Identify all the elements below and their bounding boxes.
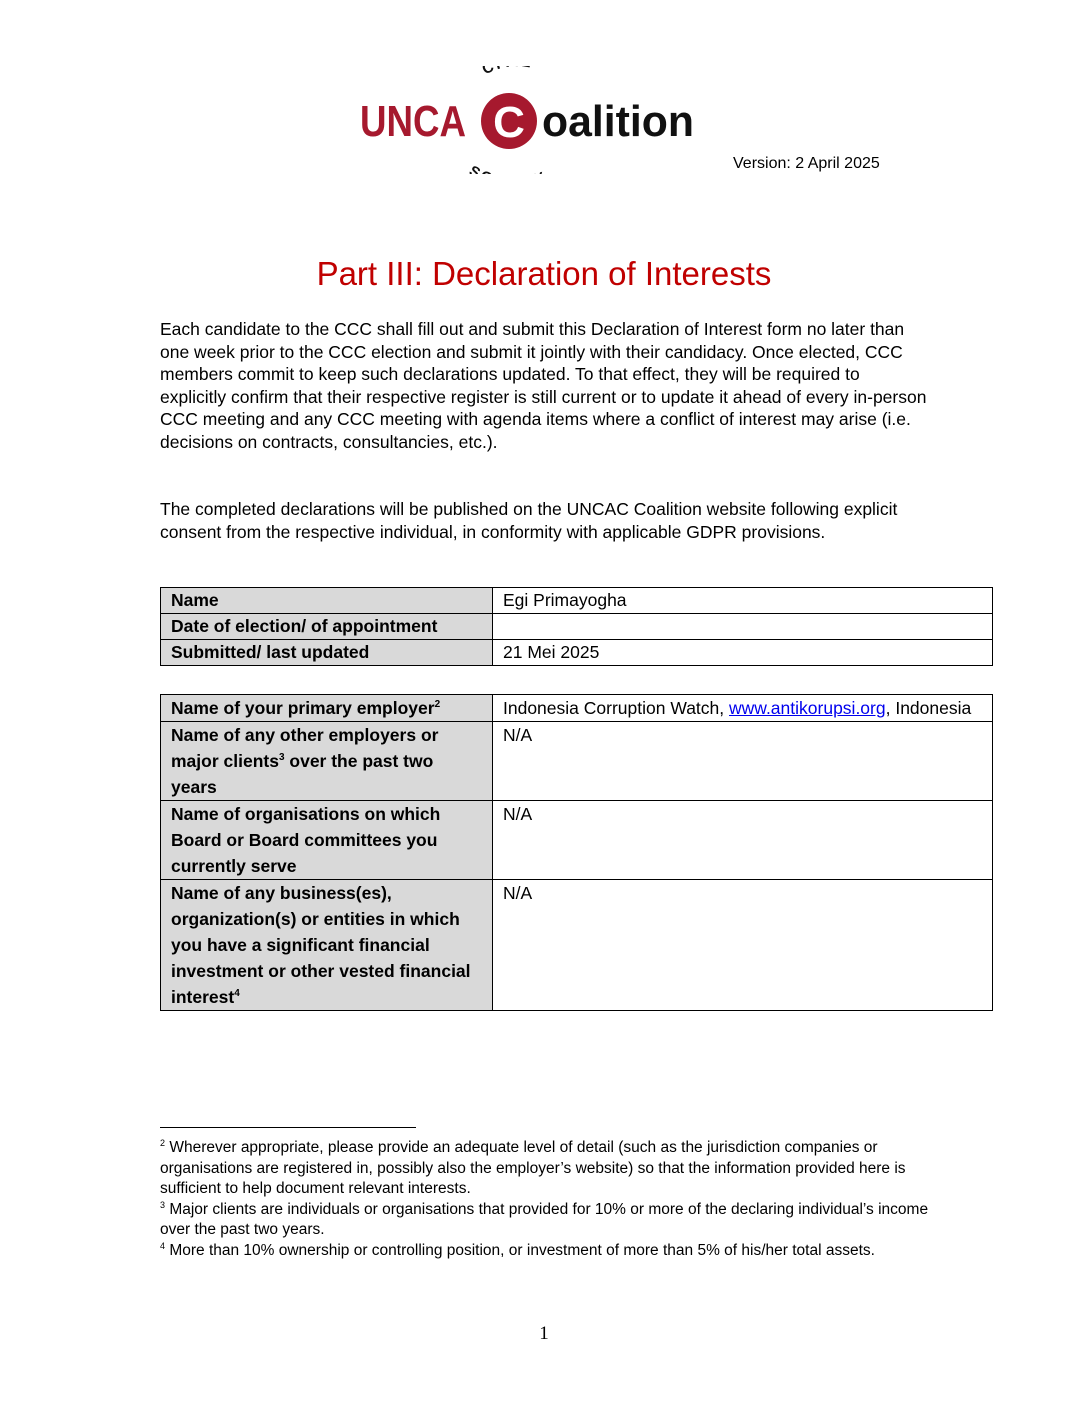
table-row-financial-interests [161,880,993,1011]
footnote-number: 3 [160,1199,166,1210]
logo-graphic [360,66,700,174]
page-title: Part III: Declaration of Interests [316,255,772,292]
board-organisations-label: Name of organisations on which Board or Board committees you currently serve [161,801,493,880]
financial-interests-value: N/A [493,880,993,1011]
logo-arc-bottom [466,163,548,174]
footnote-4 [160,1241,930,1262]
publication-paragraph: The completed declarations will be published on the UNCAC Coalition website following explicit consent from the respective individual, in conformity with applicable GDPR provisions. [160,499,898,542]
logo-word-black: oalition [542,97,694,146]
logo-word-red: UNCA [360,97,466,146]
financial-interests-label-text: Name of any business(es), organization(s) or entities in which you have a significant financial investment or other vested financial interest [171,883,471,1007]
submitted-value: 21 Mei 2025 [493,640,993,666]
submitted-label: Submitted/ last updated [161,640,493,666]
election-date-label: Date of election/ of appointment [161,614,493,640]
table-row-board-organisations [161,801,993,880]
footnote-2 [160,1138,930,1200]
footnote-text: More than 10% ownership or controlling position, or investment of more than 5% of his/her total assets. [165,1241,875,1259]
election-date-value [493,614,993,640]
table-row-primary-employer [161,695,993,722]
uncac-coalition-logo [360,66,700,174]
interests-table [160,694,993,1011]
other-employers-label-text-b: over the past two years [171,751,434,797]
page-number: 1 [539,1323,549,1344]
logo-arc-top-text: C [479,66,499,79]
identity-table [160,587,993,666]
table-row-submitted [161,640,993,666]
name-value: Egi Primayogha [493,588,993,614]
footnote-number: 4 [160,1240,166,1251]
table-row-name [161,588,993,614]
employer-name: Indonesia Corruption Watch, [503,698,729,718]
other-employers-label [161,722,493,801]
version-label: Version: 2 April 2025 [733,155,880,172]
footnote-text: Major clients are individuals or organisations that provided for 10% or more of the declaring individual’s income over the past two years. [160,1200,929,1238]
footnotes [160,1138,930,1261]
footnote-text: Wherever appropriate, please provide an adequate level of detail (such as the jurisdiction companies or organisations are registered in, possibly also the employer’s website) so that the information provided here is sufficient to help document relevant interests. [160,1139,906,1197]
board-organisations-value: N/A [493,801,993,880]
employer-country: , Indonesia [885,698,972,718]
table-row-election-date [161,614,993,640]
footnote-number: 2 [160,1137,166,1148]
other-employers-label-text-a: Name of any other employers or major clients [171,725,439,771]
logo-arc-bottom-text: S [465,162,484,174]
primary-employer-label-text: Name of your primary employer [171,698,435,718]
logo-circle-letter: C [493,98,525,147]
footnote-ref-2: 2 [434,699,441,711]
name-label: Name [161,588,493,614]
primary-employer-value [493,695,993,722]
footnote-separator [160,1127,416,1128]
other-employers-value: N/A [493,722,993,801]
logo-arc-top [480,66,535,78]
table-row-other-employers [161,722,993,801]
footnote-ref-3: 3 [278,752,285,764]
footnote-ref-4: 4 [234,988,240,1000]
intro-paragraph: Each candidate to the CCC shall fill out and submit this Declaration of Interest form no later than one week prior to the CCC election and submit it jointly with their candidacy. Once elected, CCC members commit to keep such declarations updated. To that effect, they will be required to explicitly confirm that their respective register is still current or to update it ahead of every in-person CCC meeting and any CCC meeting with agenda items where a conflict of interest may arise (i.e. decisions on contracts, consultancies, etc.). [160,319,927,452]
employer-website-link[interactable]: www.antikorupsi.org [729,698,886,718]
footnote-3 [160,1200,930,1241]
primary-employer-label [161,695,493,722]
financial-interests-label [161,880,493,1011]
